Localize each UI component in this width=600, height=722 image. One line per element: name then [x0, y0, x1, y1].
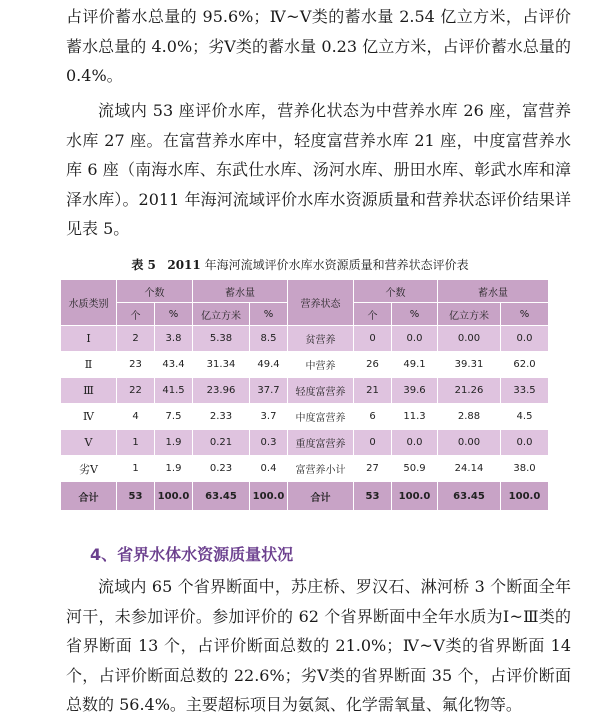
header-quality: 水质类别: [61, 280, 117, 326]
cell-pct: 7.5: [155, 404, 193, 430]
cell-count-2: 0: [354, 326, 392, 352]
subheader-volume: 亿立方米: [193, 303, 250, 326]
cell-state: 富营养小计: [288, 456, 354, 482]
reservoir-evaluation-table: [60, 279, 549, 511]
cell-pct: 100.0: [155, 482, 193, 511]
cell-volume-pct: 0.4: [250, 456, 288, 482]
header-storage: 蓄水量: [193, 280, 288, 303]
table-caption: [0, 256, 600, 273]
paragraph-provincial-sections: 流域内 65 个省界断面中，苏庄桥、罗汉石、淋河桥 3 个断面全年河干，未参加评价。参加评价的 62 个省界断面中全年水质为Ⅰ~Ⅲ类的省界断面 13 个，占评价断面总数的 21.0%；Ⅳ~Ⅴ类的省界断面 14 个，占评价断面总数的 22.6%；劣Ⅴ类的省界断面 35 个，占评价断面总数的 56.4%。主要超标项目为氨氮、化学需氧量、氟化物等。: [66, 577, 571, 714]
cell-pct-2: 39.6: [392, 378, 438, 404]
subheader-volume-2: 亿立方米: [438, 303, 501, 326]
section-heading: 4、省界水体水资源质量状况: [90, 545, 294, 564]
cell-count-2: 53: [354, 482, 392, 511]
cell-count-2: 21: [354, 378, 392, 404]
cell-volume-2: 2.88: [438, 404, 501, 430]
cell-pct-2: 49.1: [392, 352, 438, 378]
subheader-count: 个: [117, 303, 155, 326]
cell-count: 53: [117, 482, 155, 511]
subheader-pct-2: %: [392, 303, 438, 326]
cell-count: 1: [117, 430, 155, 456]
table-caption-title: 年海河流域评价水库水资源质量和营养状态评价表: [204, 258, 469, 272]
cell-quality: Ⅴ: [61, 430, 117, 456]
table-row: [61, 352, 549, 378]
cell-quality: Ⅰ: [61, 326, 117, 352]
cell-volume-pct: 100.0: [250, 482, 288, 511]
table-row: [61, 378, 549, 404]
cell-volume: 23.96: [193, 378, 250, 404]
cell-count-2: 26: [354, 352, 392, 378]
cell-volume-pct: 3.7: [250, 404, 288, 430]
cell-count-2: 0: [354, 430, 392, 456]
cell-pct: 1.9: [155, 430, 193, 456]
subheader-volume-pct: %: [250, 303, 288, 326]
cell-volume-pct: 49.4: [250, 352, 288, 378]
cell-count: 22: [117, 378, 155, 404]
cell-pct-2: 0.0: [392, 326, 438, 352]
cell-count: 1: [117, 456, 155, 482]
cell-pct-2: 0.0: [392, 430, 438, 456]
cell-volume-2: 24.14: [438, 456, 501, 482]
cell-volume-pct-2: 0.0: [501, 430, 549, 456]
cell-quality: Ⅱ: [61, 352, 117, 378]
header-storage-2: 蓄水量: [438, 280, 549, 303]
cell-count-2: 6: [354, 404, 392, 430]
table-row: [61, 326, 549, 352]
cell-pct-2: 100.0: [392, 482, 438, 511]
cell-volume-pct-2: 62.0: [501, 352, 549, 378]
cell-volume: 0.21: [193, 430, 250, 456]
cell-volume: 2.33: [193, 404, 250, 430]
cell-state: 中营养: [288, 352, 354, 378]
cell-quality: 劣Ⅴ: [61, 456, 117, 482]
cell-volume-2: 0.00: [438, 326, 501, 352]
cell-pct: 43.4: [155, 352, 193, 378]
cell-state: 贫营养: [288, 326, 354, 352]
table-row: [61, 456, 549, 482]
cell-volume-pct-2: 38.0: [501, 456, 549, 482]
cell-pct-2: 50.9: [392, 456, 438, 482]
cell-quality: Ⅳ: [61, 404, 117, 430]
cell-count: 4: [117, 404, 155, 430]
cell-volume-pct: 0.3: [250, 430, 288, 456]
header-count: 个数: [117, 280, 193, 303]
cell-pct: 3.8: [155, 326, 193, 352]
cell-volume-2: 39.31: [438, 352, 501, 378]
cell-volume-pct-2: 100.0: [501, 482, 549, 511]
cell-volume-2: 0.00: [438, 430, 501, 456]
cell-pct: 1.9: [155, 456, 193, 482]
table-caption-year: 2011: [167, 258, 201, 272]
cell-volume-pct-2: 33.5: [501, 378, 549, 404]
cell-volume-2: 63.45: [438, 482, 501, 511]
subheader-volume-pct-2: %: [501, 303, 549, 326]
cell-volume: 0.23: [193, 456, 250, 482]
cell-count: 2: [117, 326, 155, 352]
cell-quality: Ⅲ: [61, 378, 117, 404]
cell-total-label: 合计: [61, 482, 117, 511]
subheader-pct: %: [155, 303, 193, 326]
cell-volume-pct: 37.7: [250, 378, 288, 404]
cell-state: 重度富营养: [288, 430, 354, 456]
header-nutrition-state: 营养状态: [288, 280, 354, 326]
table-caption-label: 表 5: [131, 258, 156, 272]
cell-volume-pct-2: 4.5: [501, 404, 549, 430]
paragraph-reservoir-nutrition: 流域内 53 座评价水库，营养化状态为中营养水库 26 座，富营养水库 27 座。在富营养水库中，轻度富营养水库 21 座，中度富营养水库 6 座（南海水库、东武仕水库、汤河水库、册田水库、彰武水库和漳泽水库）。2011 年海河流域评价水库水资源质量和营养状态评价结果详见表 5。: [66, 101, 571, 238]
table-row: [61, 430, 549, 456]
paragraph-storage-summary: 占评价蓄水总量的 95.6%；Ⅳ~Ⅴ类的蓄水量 2.54 亿立方米，占评价蓄水总量的 4.0%；劣Ⅴ类的蓄水量 0.23 亿立方米，占评价蓄水总量的 0.4%。: [66, 7, 571, 85]
cell-volume-2: 21.26: [438, 378, 501, 404]
cell-volume: 63.45: [193, 482, 250, 511]
cell-state: 中度富营养: [288, 404, 354, 430]
cell-state: 轻度富营养: [288, 378, 354, 404]
cell-volume: 5.38: [193, 326, 250, 352]
cell-count-2: 27: [354, 456, 392, 482]
cell-total-label-2: 合计: [288, 482, 354, 511]
subheader-count-2: 个: [354, 303, 392, 326]
cell-volume: 31.34: [193, 352, 250, 378]
header-count-2: 个数: [354, 280, 438, 303]
cell-pct-2: 11.3: [392, 404, 438, 430]
cell-volume-pct-2: 0.0: [501, 326, 549, 352]
cell-pct: 41.5: [155, 378, 193, 404]
table-row: [61, 404, 549, 430]
table-total-row: [61, 482, 549, 511]
cell-volume-pct: 8.5: [250, 326, 288, 352]
cell-count: 23: [117, 352, 155, 378]
